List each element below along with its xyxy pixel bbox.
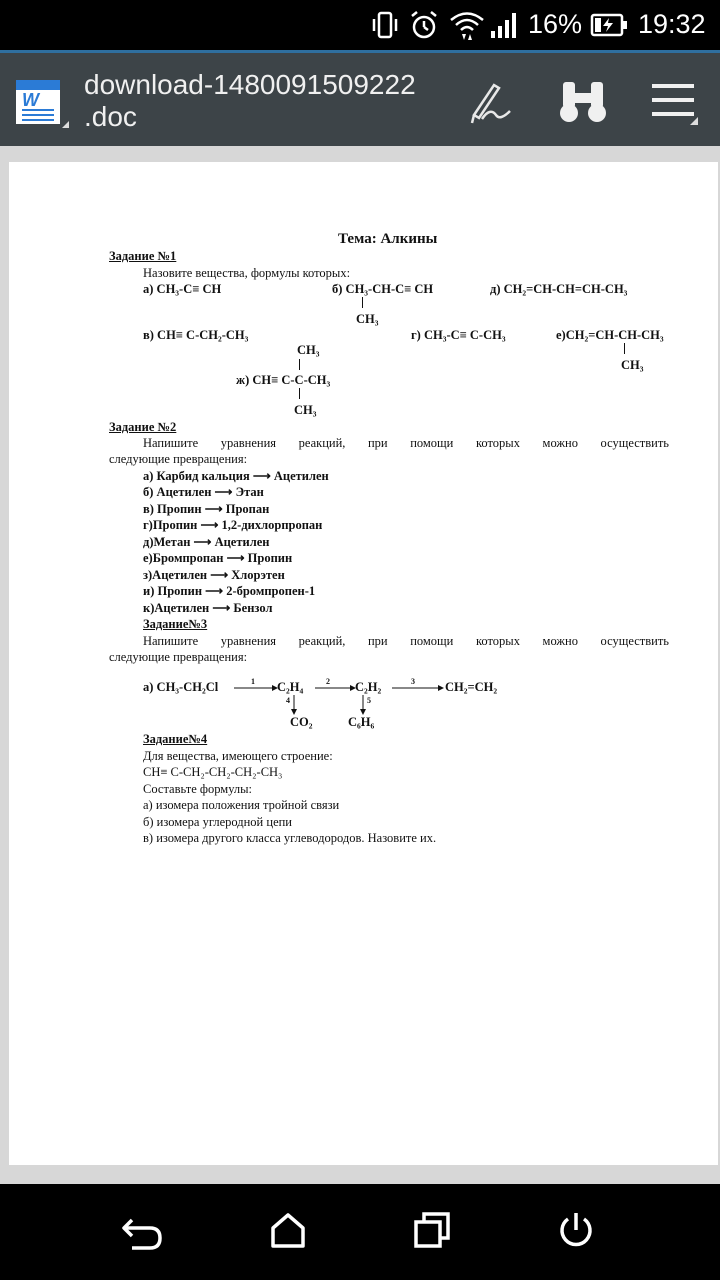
binoculars-icon[interactable] (558, 77, 608, 127)
alarm-icon (408, 9, 440, 41)
scheme-arrow-4-label: 4 (286, 696, 290, 705)
task2-item: а) Карбид кальция ⟶ Ацетилен (143, 469, 329, 483)
bond-line (362, 297, 363, 308)
task2-intro-line2: следующие превращения: (109, 452, 248, 466)
task2-item: и) Пропин ⟶ 2-бромпропен-1 (143, 584, 316, 598)
scheme-c2h2: C₂H₂ (355, 680, 382, 694)
battery-percent: 16% (528, 9, 583, 39)
task2-heading: Задание №2 (109, 420, 177, 434)
task1-e-sub: CH₃ (621, 358, 644, 372)
status-bar (0, 0, 720, 50)
task4-heading: Задание№4 (143, 732, 208, 746)
task2-item: е)Бромпропан ⟶ Пропин (143, 551, 293, 565)
navigation-bar (0, 1184, 720, 1280)
task2-item: б) Ацетилен ⟶ Этан (143, 485, 264, 499)
task3-intro-line1: Напишите уравнения реакций, при помощи которых можно осуществить (143, 634, 669, 648)
signal-icon (490, 11, 520, 39)
power-icon[interactable] (556, 1210, 596, 1250)
battery-icon (590, 12, 628, 38)
task1-e: е)CH₂=CH-CH-CH₃ (556, 328, 664, 342)
task2-item: з)Ацетилен ⟶ Хлорэтен (143, 568, 285, 582)
scheme-c6h6: C₆H₆ (348, 715, 375, 729)
task4-line: б) изомера углеродной цепи (143, 815, 292, 829)
home-icon[interactable] (268, 1210, 308, 1250)
task1-a: а) CH₃-C≡ CH (143, 282, 222, 296)
scheme-start: а) CH₃-CH₂Cl (143, 680, 219, 694)
scheme-arrow-5-label: 5 (367, 696, 371, 705)
task1-zh: ж) CH≡ C-C-CH₃ (236, 373, 331, 387)
document-viewer[interactable] (0, 146, 720, 1184)
document-title-extension: .doc (84, 101, 137, 132)
task1-v: в) CH≡ C-CH₂-CH₃ (143, 328, 249, 342)
bond-line (299, 359, 300, 370)
task2-item: в) Пропин ⟶ Пропан (143, 502, 270, 516)
task3-intro-line2: следующие превращения: (109, 650, 248, 664)
scheme-co2: CO₂ (290, 715, 313, 729)
word-doc-icon[interactable] (14, 78, 70, 134)
task1-zh-top: CH₃ (297, 343, 320, 357)
task1-zh-bottom: CH₃ (294, 403, 317, 417)
svg-text:W: W (22, 90, 39, 110)
task4-line: CH≡ C-CH₂-CH₂-CH₂-CH₃ (143, 765, 283, 779)
reaction-scheme-arrows (9, 662, 718, 742)
task1-b: б) CH₃-CH-C≡ CH (332, 282, 434, 296)
scheme-end: CH₂=CH₂ (445, 680, 498, 694)
task1-d: д) CH₂=CH-CH=CH-CH₃ (490, 282, 628, 296)
scheme-arrow-2-label: 2 (326, 677, 330, 686)
wifi-icon (448, 9, 486, 41)
scheme-c2h4: C₂H₄ (277, 680, 304, 694)
bond-line (624, 343, 625, 354)
task2-item: г)Пропин ⟶ 1,2-дихлорпропан (143, 518, 323, 532)
task4-line: Для вещества, имеющего строение: (143, 749, 333, 763)
app-toolbar (0, 50, 720, 146)
task1-b-sub: CH₃ (356, 312, 379, 326)
vibrate-icon (370, 10, 400, 40)
task2-intro-line1: Напишите уравнения реакций, при помощи которых можно осуществить (143, 436, 669, 450)
menu-icon[interactable] (650, 81, 700, 125)
clock: 19:32 (638, 9, 706, 39)
task2-item: д)Метан ⟶ Ацетилен (143, 535, 270, 549)
pen-icon[interactable] (464, 77, 516, 129)
document-title: download-1480091509222 (84, 69, 416, 100)
task2-item: к)Ацетилен ⟶ Бензол (143, 601, 273, 615)
scheme-arrow-1-label: 1 (251, 677, 255, 686)
task4-line: в) изомера другого класса углеводородов. Назовите их. (143, 831, 437, 845)
task1-heading: Задание №1 (109, 249, 177, 263)
doc-title: Тема: Алкины (338, 231, 438, 247)
bond-line (299, 388, 300, 399)
scheme-arrow-3-label: 3 (411, 677, 415, 686)
task4-line: Составьте формулы: (143, 782, 253, 796)
document-page (9, 162, 718, 1165)
back-icon[interactable] (120, 1212, 166, 1252)
task1-g: г) CH₃-C≡ C-CH₃ (411, 328, 506, 342)
task1-intro: Назовите вещества, формулы которых: (143, 266, 351, 280)
task3-heading: Задание№3 (143, 617, 208, 631)
task4-line: а) изомера положения тройной связи (143, 798, 340, 812)
recents-icon[interactable] (412, 1210, 452, 1250)
